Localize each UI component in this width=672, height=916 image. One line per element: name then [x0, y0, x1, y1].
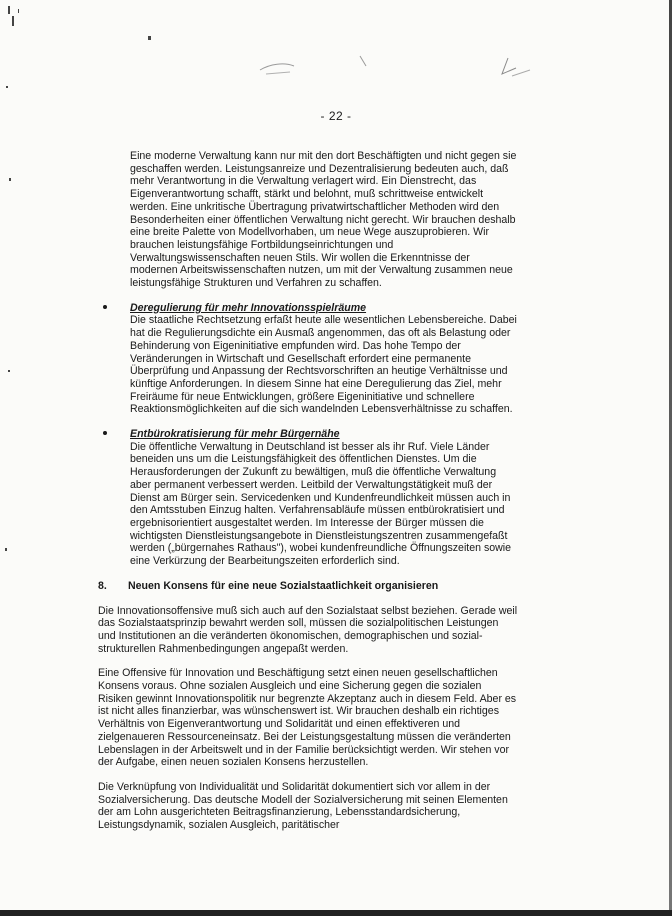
pencil-marks — [250, 48, 550, 88]
bullet-item — [130, 302, 518, 416]
scan-artifact-top-left — [0, 0, 26, 30]
section-heading — [98, 580, 518, 593]
bullet-icon — [103, 305, 107, 309]
paragraph: Eine moderne Verwaltung kann nur mit den dort Beschäftigten und nicht gegen sie geschaffen werden. Leistungsanreize und Dezentralisierung bedeuten auch, daß mehr Verantwortung in die Verwaltung verlagert wird. Ein Dienstrecht, das Eigenverantwortung schafft, stärkt und belohnt, muß schrittweise entwickelt werden. Eine unkritische Übertragung privatwirtschaftlicher Methoden wird den Besonderheiten einer öffentlichen Verwaltung nicht gerecht. Wir brauchen deshalb eine breite Palette von Modellvorhaben, um neue Wege auszuprobieren. Wir brauchen leistungsfähige Fortbildungseinrichtungen und Verwaltungswissenschaften neuen Stils. Wir wollen die Erkenntnisse der modernen Arbeitswissenschaften nutzen, um mit der Verwaltung zusammen neue leistungsfähige Strukturen und Verfahren zu schaffen. — [130, 150, 517, 290]
scan-speck — [5, 548, 7, 551]
paragraph: Eine Offensive für Innovation und Beschäftigung setzt einen neuen gesellschaftlichen Konsens voraus. Ohne sozialen Ausgleich und eine Sicherung gegen die sozialen Risiken gewinnt Innovationspolitik nur begrenzte Akzeptanz auch in diesem Feld. Aber es ist nicht alles finanzierbar, was wünschenswert ist. Wir brauchen deshalb ein richtiges Verhältnis von Eigenverantwortung und Solidarität und einen effektiveren und zielgenaueren Ressourceneinsatz. Bei der Leistungsgestaltung müssen die veränderten Lebenslagen in der Arbeitswelt und in der Familie berücksichtigt werden. Wir stehen vor der Aufgabe, einen neuen sozialen Konsens herzustellen. — [98, 667, 517, 769]
bullet-icon — [103, 431, 107, 435]
bullet-title: Entbürokratisierung für mehr Bürgernähe — [130, 428, 340, 441]
bullet-text: Die öffentliche Verwaltung in Deutschland ist besser als ihr Ruf. Viele Länder beneiden uns um die Leistungsfähigkeit des öffentlichen Dienstes. Um die Herausforderungen der Zukunft zu bewältigen, muß die öffentliche Verwaltung aber permanent verbessert werden. Leitbild der Verwaltungstätigkeit muß der Dienst am Bürger sein. Servicedenken und Kundenfreundlichkeit müssen auch in den Amtsstuben Einzug halten. Verfahrensabläufe müssen entbürokratisiert und ergebnisorientiert ausgestaltet werden. Im Interesse der Bürger müssen die wichtigsten Dienstleistungsangebote in Dienstleistungszentren zusammengefaßt werden („bürgernahes Rathaus"), wobei kundenfreundliche Öffnungszeiten sowie eine Verkürzung der Bearbeitungszeiten erforderlich sind. — [130, 440, 512, 568]
paragraph: Die Innovationsoffensive muß sich auch auf den Sozialstaat selbst beziehen. Gerade weil das Sozialstaatsprinzip bewahrt werden soll, müssen die sozialpolitischen Leistungen und Institutionen an die veränderten ökonomischen, demographischen und sozial-strukturellen Rahmenbedingungen angepaßt werden. — [98, 604, 518, 655]
section-title: Neuen Konsens für eine neue Sozialstaatlichkeit organisieren — [128, 579, 439, 592]
scan-speck — [9, 178, 11, 181]
page-number: - 22 - — [320, 109, 352, 123]
scan-edge-bottom — [0, 910, 672, 916]
paragraph: Die Verknüpfung von Individualität und Solidarität dokumentiert sich vor allem in der Sozialversicherung. Das deutsche Modell der Sozialversicherung mit seinen Elementen der am Lohn ausgerichteten Beitragsfinanzierung, Lebensstandardsicherung, Leistungsdynamik, sozialen Ausgleich, paritätischer — [98, 780, 508, 832]
scan-speck — [6, 86, 8, 88]
scan-speck — [148, 36, 151, 40]
section-number: 8. — [98, 579, 107, 592]
bullet-title: Deregulierung für mehr Innovationsspielräume — [130, 301, 367, 314]
bullet-text: Die staatliche Rechtsetzung erfaßt heute alle wesentlichen Lebensbereiche. Dabei hat die Regulierungsdichte ein Ausmaß angenommen, das oft als Belastung oder Behinderung von Eigeninitiative empfunden wird. Das hohe Tempo der Veränderungen in Wirtschaft und Gesellschaft erfordert eine permanente Überprüfung und Anpassung der Rechtsvorschriften an heutige Verhältnisse und künftige Anforderungen. In diesem Sinne hat eine Deregulierung das Ziel, mehr Freiräume für neue Entwicklungen, größere Eigeninitiative und schnellere Reaktionsmöglichkeiten auf die sich wandelnden Lebensverhältnisse zu schaffen. — [130, 314, 517, 416]
scan-speck — [8, 370, 10, 372]
bullet-item — [130, 428, 518, 568]
body-text — [98, 150, 518, 832]
